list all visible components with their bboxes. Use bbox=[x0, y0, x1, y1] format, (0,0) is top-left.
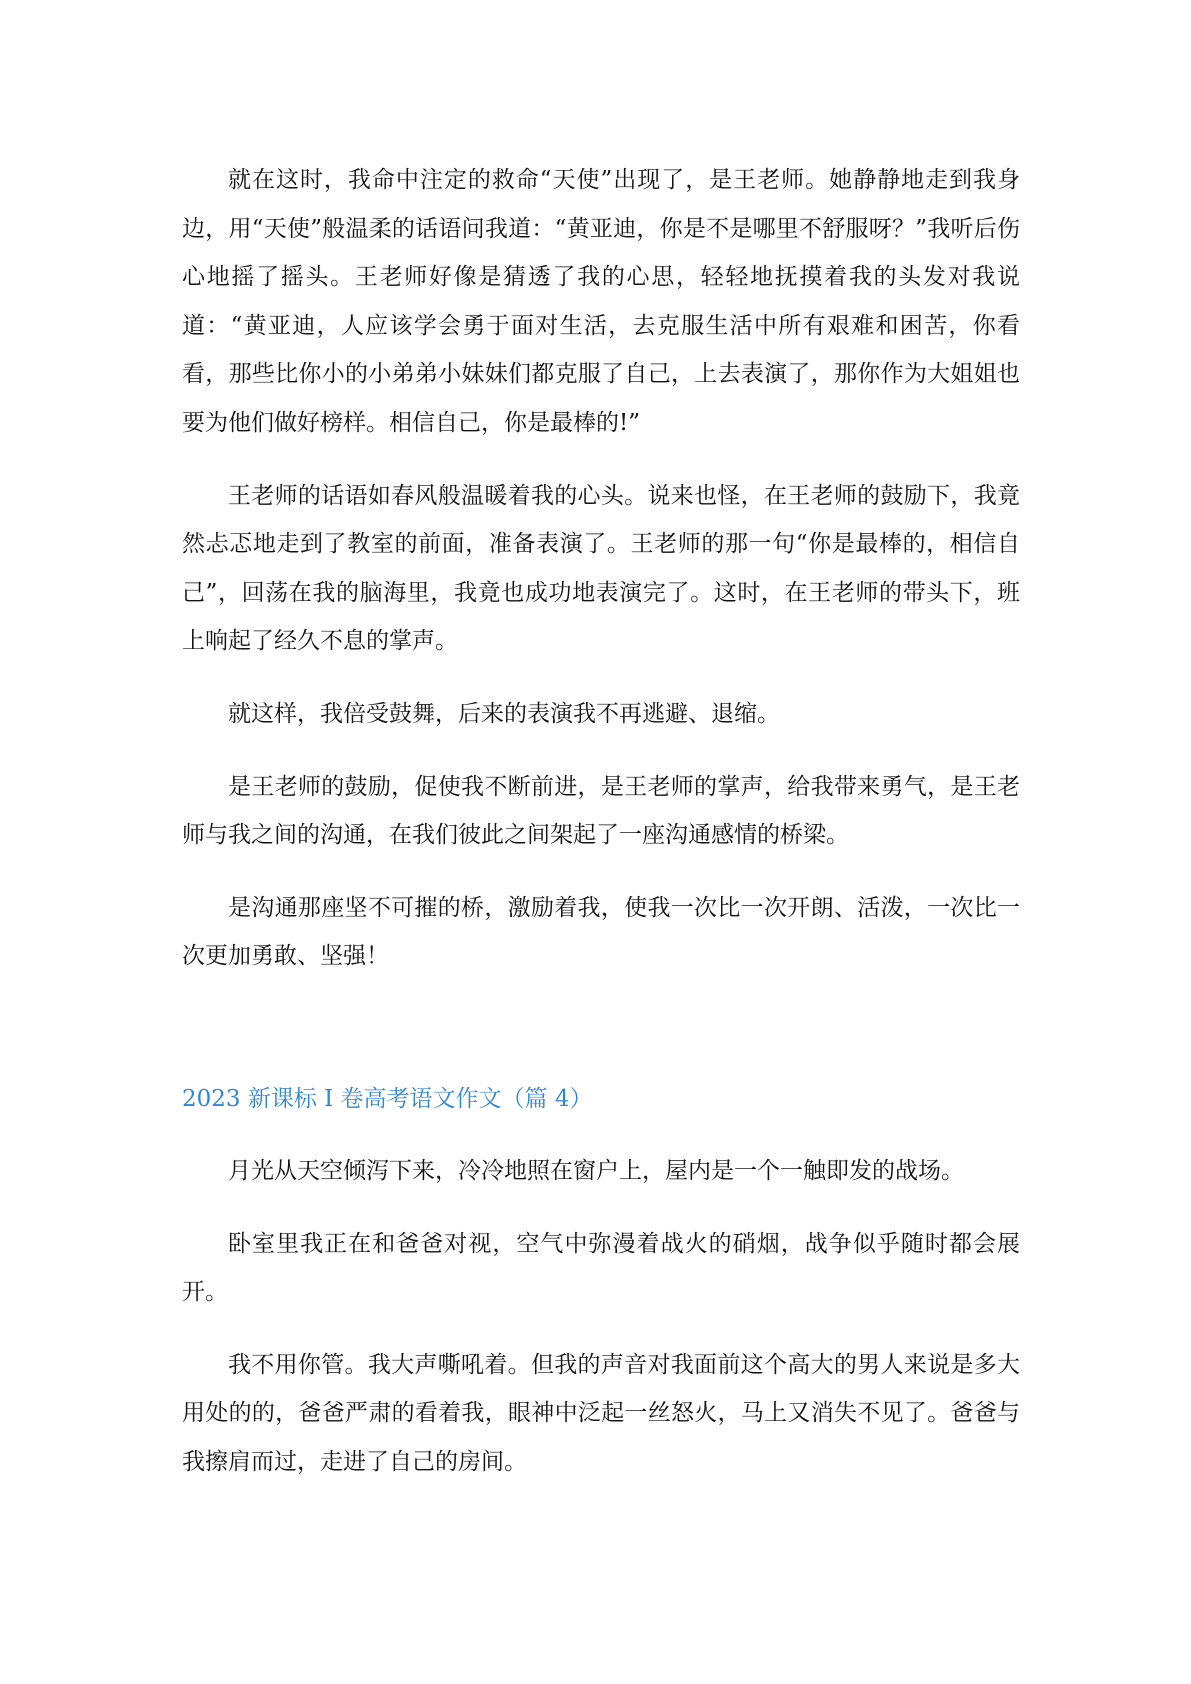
paragraph: 我不用你管。我大声嘶吼着。但我的声音对我面前这个高大的男人来说是多大用处的的，爸爸严肃的看着我，眼神中泛起一丝怒火，马上又消失不见了。爸爸与我擦肩而过，走进了自己的房间。 bbox=[182, 1351, 1020, 1475]
paragraph: 王老师的话语如春风般温暖着我的心头。说来也怪，在王老师的鼓励下，我竟然忐忑地走到了教室的前面，准备表演了。王老师的那一句“你是最棒的，相信自己”，回荡在我的脑海里，我竟也成功地表演完了。这时，在王老师的带头下，班上响起了经久不息的掌声。 bbox=[182, 482, 1020, 655]
paragraph: 是沟通那座坚不可摧的桥，激励着我，使我一次比一次开朗、活泼，一次比一次更加勇敢、坚强！ bbox=[182, 894, 1020, 970]
section-title: 2023 新课标 I 卷高考语文作文（篇 4） bbox=[182, 1085, 593, 1112]
paragraph: 就这样，我倍受鼓舞，后来的表演我不再逃避、退缩。 bbox=[228, 700, 780, 727]
paragraph: 是王老师的鼓励，促使我不断前进，是王老师的掌声，给我带来勇气，是王老师与我之间的沟通，在我们彼此之间架起了一座沟通感情的桥梁。 bbox=[182, 773, 1020, 849]
paragraph: 月光从天空倾泻下来，冷冷地照在窗户上，屋内是一个一触即发的战场。 bbox=[228, 1157, 964, 1184]
paragraph: 卧室里我正在和爸爸对视，空气中弥漫着战火的硝烟，战争似乎随时都会展开。 bbox=[182, 1230, 1020, 1306]
paragraph: 就在这时，我命中注定的救命“天使”出现了，是王老师。她静静地走到我身边，用“天使”般温柔的话语问我道：“黄亚迪，你是不是哪里不舒服呀？”我听后伤心地摇了摇头。王老师好像是猜透了我的心思，轻轻地抚摸着我的头发对我说道：“黄亚迪，人应该学会勇于面对生活，去克服生活中所有艰难和困苦，你看看，那些比你小的小弟弟小妹妹们都克服了自己，上去表演了，那你作为大姐姐也要为他们做好榜样。相信自己，你是最棒的!” bbox=[182, 167, 1020, 436]
document-body bbox=[182, 156, 1020, 1510]
